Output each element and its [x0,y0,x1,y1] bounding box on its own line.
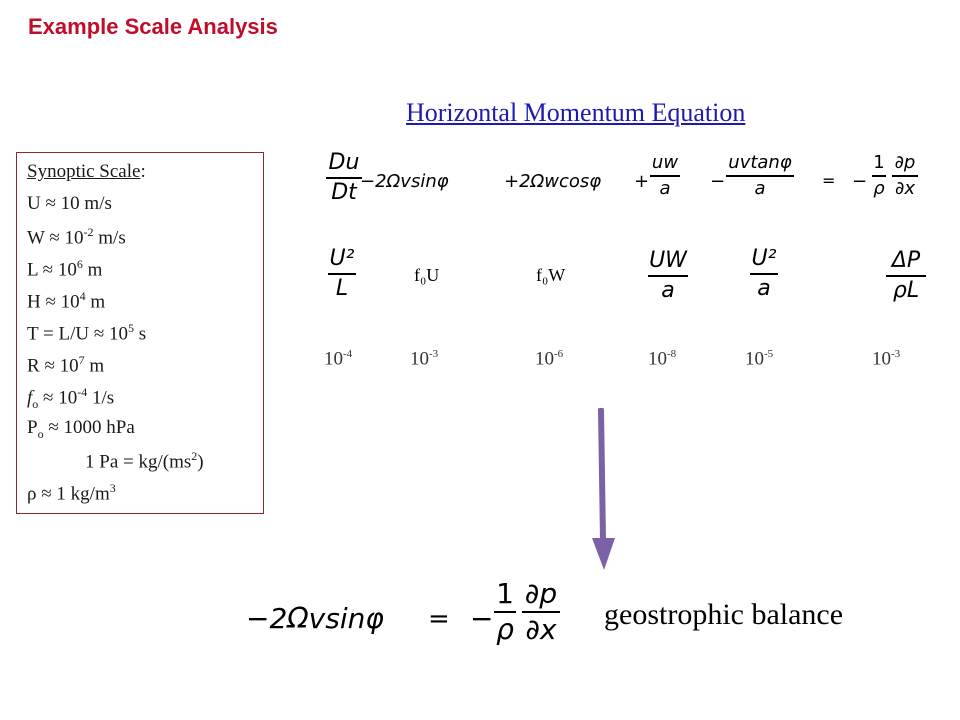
scale-foU: f₀U [414,265,440,285]
term-minus: − [710,171,726,192]
term-uw-over-a: uw a [651,152,679,199]
scale-L: $L \approx 10^6$ m [27,257,103,281]
term-rhs-minus: − [852,171,868,192]
scale-foW: f₀W [536,265,566,285]
synoptic-title: Synoptic Scale: [27,161,146,182]
scale-W: $W \approx 10^{-2}$ m/s [27,225,126,249]
balance-equals: = [428,604,450,634]
scale-pascal: 1 $Pa = kg/(ms^2)$ [85,449,204,473]
magnitude-1: $10^{-4}$ [324,348,353,370]
term-uvtan-over-a: uvtanφ a [726,154,794,198]
term-coriolis-w: +2Ωwcosφ [504,171,602,192]
magnitude-3: $10^{-6}$ [535,348,564,370]
balance-dp-dx: ∂p ∂x [522,580,560,644]
scale-fo: $f_o \approx 10^{-4}$ 1/s [27,385,115,412]
equation-heading: Horizontal Momentum Equation [406,98,746,127]
term-equals: = [822,171,836,190]
balance-one-over-rho: 1 ρ [494,580,516,644]
scale-rho: ρ ≈ 1 $kg/m^3$ [27,481,116,505]
geostrophic-balance-label: geostrophic balance [604,598,844,631]
synoptic-scale-box [16,152,264,514]
scale-u2-over-l: U² L [329,246,355,301]
term-coriolis-v: −2Ωvsinφ [360,171,449,192]
term-du-dt: Du Dt [326,152,362,204]
magnitude-2: $10^{-3}$ [410,348,439,370]
magnitude-4: $10^{-8}$ [648,348,677,370]
term-dp-dx: ∂p ∂x [892,154,918,198]
scale-uw-over-a: UW a [649,248,687,303]
term-one-over-rho: 1 ρ [873,152,885,199]
scale-T: $T = L/U \approx 10^5$ s [27,321,147,345]
scale-H: $H \approx 10^4$ m [27,289,106,313]
scale-R: $R \approx 10^7$ m [27,353,105,377]
scale-Po: $P_o \approx 1000$ hPa [27,417,135,441]
balance-lhs: −2Ωvsinφ [246,602,384,635]
scale-U: U ≈ 10 m/s [27,193,112,214]
slide-title: Example Scale Analysis [28,14,278,39]
scale-dp-over-rhol: ΔP ρL [886,250,926,302]
magnitude-5: $10^{-5}$ [745,348,774,370]
magnitude-6: $10^{-3}$ [872,348,901,370]
down-arrow-icon [591,408,617,574]
scale-u2-over-a: U² a [751,246,777,301]
term-plus: + [634,171,650,192]
balance-minus: − [470,602,494,635]
